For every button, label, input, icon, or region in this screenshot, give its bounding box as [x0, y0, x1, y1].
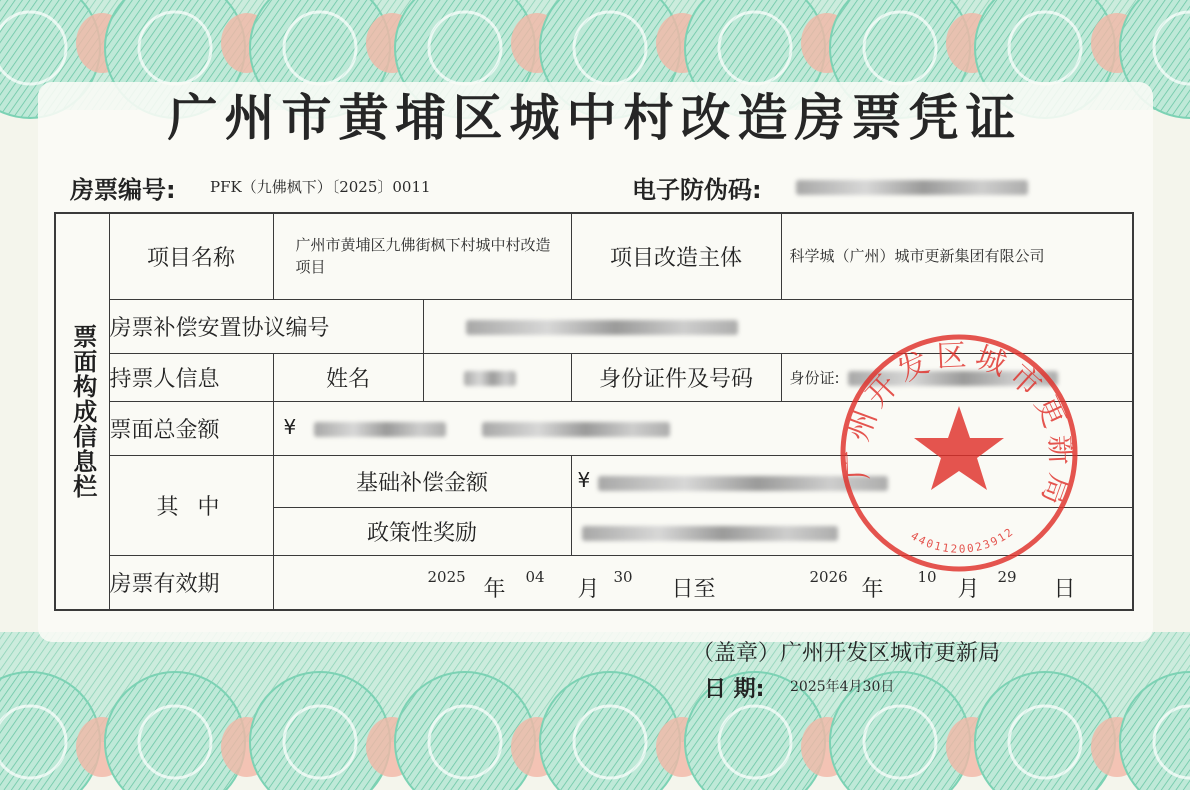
project-name-value: 广州市黄埔区九佛街枫下村城中村改造项目 [273, 213, 571, 299]
official-seal [834, 328, 1084, 578]
ticket-number-value: PFK（九佛枫下）〔2025〕0011 [210, 178, 431, 196]
ticket-number-label: 房票编号: [70, 176, 176, 204]
base-compensation-label: 基础补偿金额 [273, 455, 571, 507]
side-label-cell [55, 213, 109, 610]
validity-start-day: 30 [613, 567, 633, 586]
project-name-label: 项目名称 [109, 213, 273, 299]
svg-text:4401120023912 [908, 525, 1016, 556]
total-amount-words-redacted [482, 422, 670, 437]
total-amount-redacted [314, 422, 446, 437]
project-body-value: 科学城（广州）城市更新集团有限公司 [781, 213, 1133, 299]
validity-end-day-char: 日 [1053, 576, 1076, 602]
validity-label: 房票有效期 [109, 555, 273, 610]
name-cell [423, 353, 571, 401]
agreement-number-label: 房票补偿安置协议编号 [109, 299, 423, 353]
validity-start-year: 2025 [427, 567, 466, 586]
document-title: 广州市黄埔区城中村改造房票凭证 [167, 88, 1023, 147]
validity-year-char: 年 [483, 576, 506, 602]
seal-text: 广州开发区城市更新局 [839, 338, 1079, 516]
holder-info-label: 持票人信息 [109, 353, 273, 401]
validity-end-month: 10 [917, 567, 937, 586]
validity-start-month: 04 [525, 567, 545, 586]
policy-reward-redacted [582, 526, 838, 541]
id-type-label: 身份证: [789, 368, 840, 387]
agreement-number-redacted [466, 320, 738, 335]
date-label: 日 期: [704, 677, 765, 702]
validity-end-year-char: 年 [861, 576, 884, 602]
validity-end-month-char: 月 [957, 576, 980, 602]
policy-reward-label: 政策性奖励 [273, 507, 571, 555]
validity-day-to: 日至 [671, 576, 716, 602]
of-which-label: 其 中 [109, 455, 273, 555]
name-label: 姓名 [273, 353, 423, 401]
id-number-label: 身份证件及号码 [571, 353, 781, 401]
side-label: 票面构成信息栏 [68, 324, 97, 499]
anti-fake-code-redacted [796, 180, 1028, 195]
seal-star-icon [914, 406, 1004, 490]
anti-fake-code-label: 电子防伪码: [632, 176, 762, 204]
validity-end-day: 29 [997, 567, 1017, 586]
total-amount-label: 票面总金额 [109, 401, 273, 455]
project-body-label: 项目改造主体 [571, 213, 781, 299]
base-yen-sign: ¥ [577, 467, 591, 492]
issue-date: 2025年4月30日 [790, 679, 895, 695]
seal-code: 4401120023912 [908, 524, 1017, 556]
validity-month-char: 月 [577, 576, 600, 602]
holder-name-redacted [464, 371, 516, 386]
seal-caption: （盖章）广州开发区城市更新局 [692, 641, 1001, 666]
validity-end-year: 2026 [809, 567, 848, 586]
total-yen-sign: ¥ [283, 414, 297, 439]
